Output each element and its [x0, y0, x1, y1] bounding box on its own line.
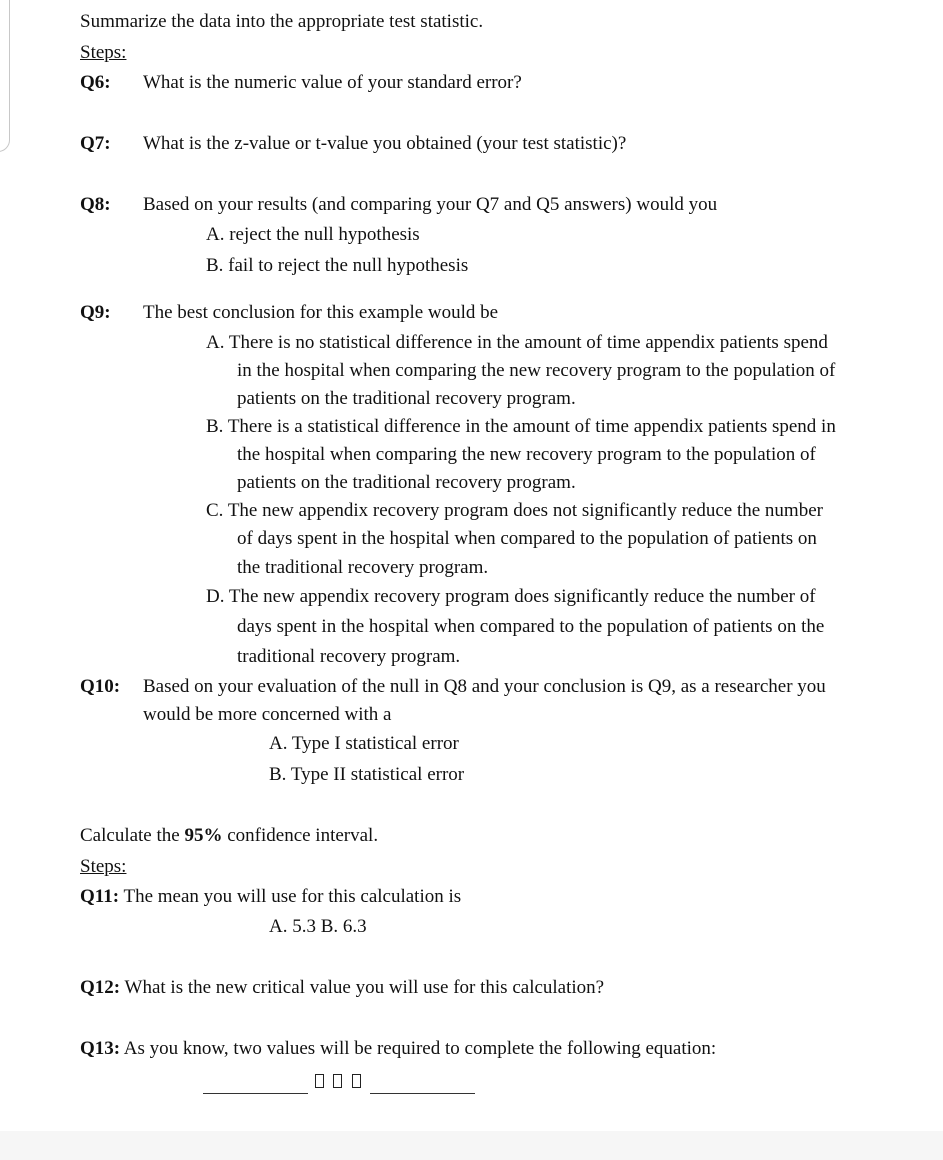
- q11-number: Q11:: [80, 886, 120, 907]
- missing-glyph-icon: [333, 1074, 342, 1088]
- page-bottom-band: [0, 1131, 943, 1160]
- q9-option-b-line2: the hospital when comparing the new recovery program to the population of: [237, 444, 816, 465]
- q10-number: Q10:: [80, 676, 121, 697]
- section2-steps-label: Steps:: [80, 856, 127, 877]
- q9-option-c[interactable]: C. The new appendix recovery program does not significantly reduce the number: [206, 500, 823, 521]
- q9-option-b-line3: patients on the traditional recovery program.: [237, 472, 576, 493]
- q8-option-b[interactable]: B. fail to reject the null hypothesis: [206, 255, 469, 276]
- q9-option-d-line3: traditional recovery program.: [237, 646, 461, 667]
- q7-text: What is the z-value or t-value you obtained (your test statistic)?: [143, 133, 627, 154]
- q9-option-c-line3: the traditional recovery program.: [237, 557, 489, 578]
- q9-option-c-line2: of days spent in the hospital when compared to the population of patients on: [237, 528, 817, 549]
- q13-number: Q13:: [80, 1038, 121, 1059]
- q13-question: [80, 1039, 716, 1058]
- section1-intro: Summarize the data into the appropriate test statistic.: [80, 11, 484, 32]
- window-frame-edge: [0, 0, 10, 152]
- q13-text: As you know, two values will be required to complete the following equation:: [120, 1038, 717, 1059]
- q12-text: What is the new critical value you will use for this calculation?: [120, 977, 605, 998]
- section2-intro-before: Calculate the: [80, 825, 185, 846]
- q9-option-a-line3: patients on the traditional recovery program.: [237, 388, 576, 409]
- q8-option-a[interactable]: A. reject the null hypothesis: [206, 224, 420, 245]
- q10-option-a[interactable]: A. Type I statistical error: [269, 733, 459, 754]
- q9-number: Q9:: [80, 302, 111, 323]
- q11-options[interactable]: A. 5.3 B. 6.3: [269, 916, 367, 937]
- q9-option-b[interactable]: B. There is a statistical difference in the amount of time appendix patients spend in: [206, 416, 836, 437]
- q12-question: [80, 978, 604, 997]
- q12-number: Q12:: [80, 977, 121, 998]
- q9-text: The best conclusion for this example would be: [143, 302, 499, 323]
- q8-number: Q8:: [80, 194, 111, 215]
- q11-question: [80, 887, 461, 906]
- equation-blank-right[interactable]: [370, 1093, 475, 1094]
- q9-option-d-line2: days spent in the hospital when compared to the population of patients on the: [237, 616, 825, 637]
- section1-steps-label: Steps:: [80, 42, 127, 63]
- missing-glyph-icon: [352, 1074, 361, 1088]
- q6-number: Q6:: [80, 72, 111, 93]
- q9-option-d[interactable]: D. The new appendix recovery program does significantly reduce the number of: [206, 586, 816, 607]
- equation-blank-left[interactable]: [203, 1093, 308, 1094]
- q10-text: Based on your evaluation of the null in Q8 and your conclusion is Q9, as a researcher you: [143, 676, 826, 697]
- q9-option-a[interactable]: A. There is no statistical difference in the amount of time appendix patients spend: [206, 332, 828, 353]
- q11-text: The mean you will use for this calculation is: [119, 886, 462, 907]
- q10-text-line2: would be more concerned with a: [143, 704, 392, 725]
- q9-option-a-line2: in the hospital when comparing the new recovery program to the population of: [237, 360, 836, 381]
- q10-option-b[interactable]: B. Type II statistical error: [269, 764, 465, 785]
- missing-glyph-icon: [315, 1074, 324, 1088]
- q7-number: Q7:: [80, 133, 111, 154]
- section2-intro-percent: 95%: [184, 825, 223, 846]
- section2-intro: [80, 826, 378, 845]
- q8-text: Based on your results (and comparing your Q7 and Q5 answers) would you: [143, 194, 718, 215]
- q6-text: What is the numeric value of your standard error?: [143, 72, 522, 93]
- section2-intro-after: confidence interval.: [222, 825, 379, 846]
